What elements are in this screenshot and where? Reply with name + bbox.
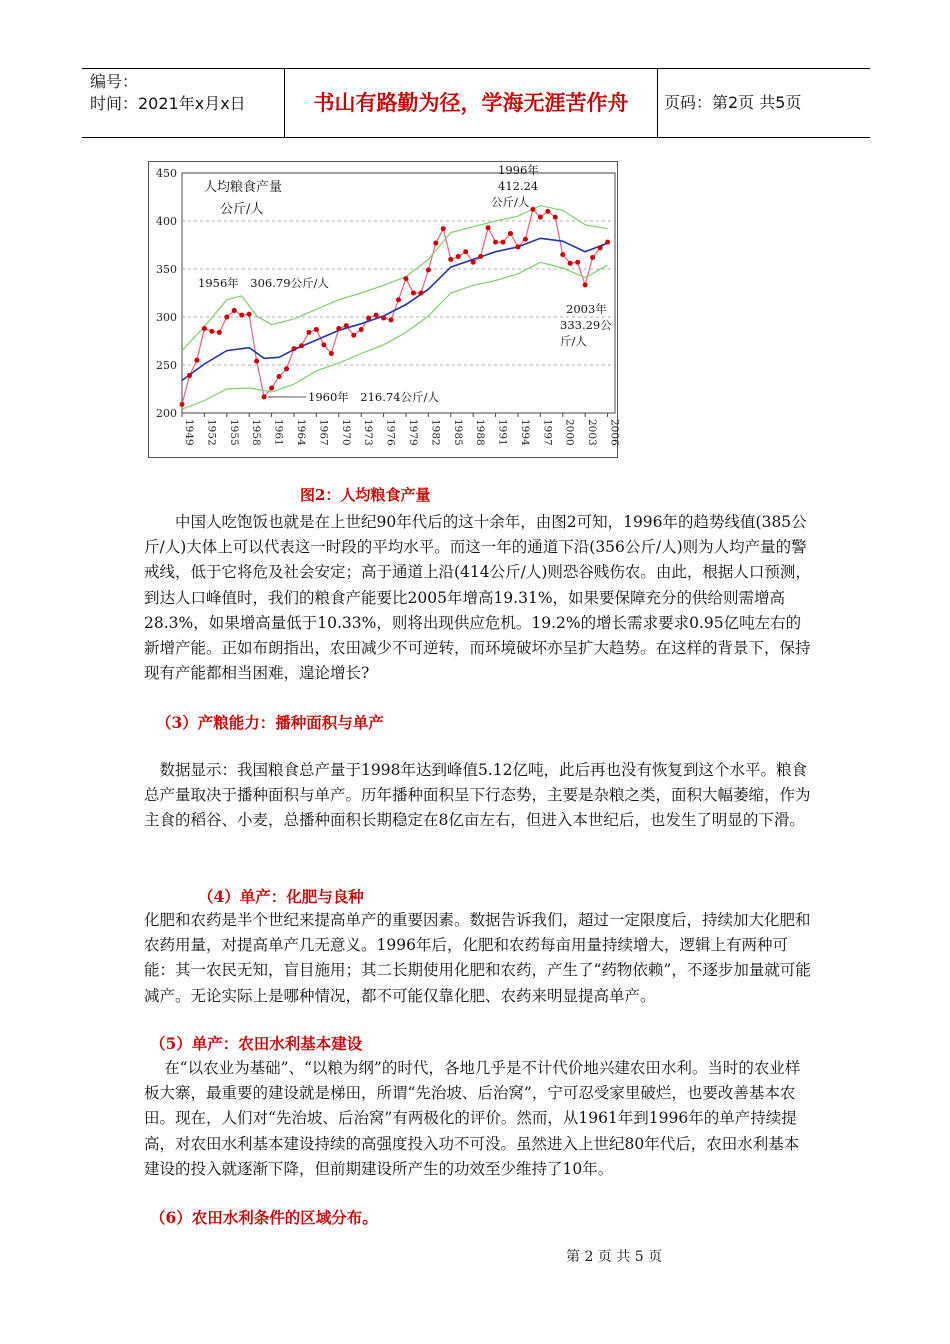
annotation-1960: 1960年 216.74公斤/人 xyxy=(308,390,439,404)
x-tick-label: 1988 xyxy=(474,419,487,446)
data-point xyxy=(456,254,461,259)
data-point xyxy=(575,260,580,265)
x-tick-label: 1982 xyxy=(429,419,442,446)
data-point xyxy=(605,240,610,245)
data-point xyxy=(291,346,296,351)
data-point xyxy=(194,358,199,363)
data-point xyxy=(344,323,349,328)
data-point xyxy=(321,342,326,347)
data-point xyxy=(299,343,304,348)
paragraph-2: 数据显示：我国粮食总产量于1998年达到峰值5.12亿吨，此后再也没有恢复到这个水平。粮食总产量取决于播种面积与单产。历年播种面积呈下行态势，主要是杂粮之类，面积大幅萎缩，作为主食的稻谷、小麦，总播种面积长期稳定在8亿亩左右，但进入本世纪后，也发生了明显的下滑。 xyxy=(144,761,811,830)
header-motto: 书山有路勤为径，学海无涯苦作舟 xyxy=(285,69,658,137)
annotation-2003-line: 333.29公 xyxy=(560,318,612,332)
data-point xyxy=(403,276,408,281)
x-tick-label: 1976 xyxy=(384,419,397,446)
data-point xyxy=(471,260,476,265)
chart-title: 人均粮食产量 xyxy=(204,180,283,195)
data-point xyxy=(448,257,453,262)
data-point xyxy=(538,215,543,220)
y-tick-label: 400 xyxy=(156,215,177,228)
x-tick-label: 1970 xyxy=(339,419,352,446)
x-tick-label: 1955 xyxy=(227,419,240,446)
data-point xyxy=(284,366,289,371)
paragraph-1: 中国人吃饱饭也就是在上世纪90年代后的这十余年，由图2可知，1996年的趋势线值(385公斤/人)大体上可以代表这一时段的平均水平。而这一年的通道下沿(356公斤/人)则为人均产量的警戒线，低于它将危及社会安定；高于通道上沿(414公斤/人)则恐谷贱伤农。由此，根据人口预测，到达人口峰值时，我们的粮食产能要比2005年增高19.31%，如果要保障充分的供给则需增高28.3%，如果增高量低于10.33%，则将出现供应危机。19.2%的增长需求要求0.95亿吨左右的新增产能。正如布朗指出，农田减少不可逆转，而环境破坏亦呈扩大趋势。在这样的背景下，保持现有产能都相当困难，遑论增长? xyxy=(144,513,811,683)
data-point xyxy=(598,245,603,250)
data-point xyxy=(254,359,259,364)
annotation-2003-line: 2003年 xyxy=(566,302,607,316)
data-point xyxy=(329,351,334,356)
data-point xyxy=(411,291,416,296)
y-tick-label: 450 xyxy=(156,167,177,180)
heading-6: （6）农田水利条件的区域分布。 xyxy=(150,1208,378,1227)
data-point xyxy=(433,241,438,246)
y-tick-label: 300 xyxy=(156,311,177,324)
heading-3: （3）产粮能力：播种面积与单产 xyxy=(156,713,384,732)
data-point xyxy=(269,386,274,391)
data-point xyxy=(418,291,423,296)
data-point xyxy=(366,315,371,320)
data-point xyxy=(389,317,394,322)
x-tick-label: 1952 xyxy=(205,419,218,446)
data-point xyxy=(217,330,222,335)
data-point xyxy=(486,225,491,230)
data-point xyxy=(381,315,386,320)
time-label: 时间：2021年x月x日 xyxy=(90,94,246,113)
x-tick-label: 2006 xyxy=(608,419,621,446)
y-tick-label: 250 xyxy=(156,359,177,372)
data-point xyxy=(508,231,513,236)
data-point xyxy=(545,209,550,214)
x-tick-label: 1949 xyxy=(183,419,195,446)
data-point xyxy=(478,254,483,259)
data-point xyxy=(277,374,282,379)
header-page-info: 页码：第2页 共5页 xyxy=(664,93,802,112)
data-point xyxy=(493,240,498,245)
data-point xyxy=(515,244,520,249)
annotation-2003-line: 斤/人 xyxy=(560,334,587,348)
page-header xyxy=(82,68,870,138)
annotation-1996-line: 1996年 xyxy=(498,163,539,177)
paragraph-4: 在“以农业为基础”、“以粮为纲”的时代，各地几乎是不计代价地兴建农田水利。当时的农业样板大寨，最重要的建设就是梯田，所谓“先治坡、后治窝”，宁可忍受家里破烂，也要改善基本农田。现在，人们对“先治坡、后治窝”有两极化的评价。然而，从1961年到1996年的单产持续提高，对农田水利基本建设持续的高强度投入功不可没。虽然进入上世纪80年代后，农田水利基本建设的投入就逐渐下降，但前期建设所产生的功效至少维持了10年。 xyxy=(144,1059,801,1178)
data-point xyxy=(187,373,192,378)
x-tick-label: 2000 xyxy=(563,419,576,446)
data-point xyxy=(583,283,588,288)
data-point xyxy=(560,252,565,257)
data-point xyxy=(180,402,185,407)
x-tick-label: 1994 xyxy=(518,419,531,446)
annotation-1956: 1956年 306.79公斤/人 xyxy=(198,276,329,290)
header-meta-cell xyxy=(82,69,285,137)
x-tick-label: 1997 xyxy=(541,419,554,446)
data-point xyxy=(396,297,401,302)
data-point xyxy=(351,333,356,338)
number-label: 编号： xyxy=(90,72,139,91)
x-tick-label: 1961 xyxy=(272,419,285,446)
data-point xyxy=(239,313,244,318)
page-footer: 第 2 页 共 5 页 xyxy=(566,1249,663,1265)
data-point xyxy=(247,312,252,317)
x-tick-label: 1958 xyxy=(250,419,263,446)
x-tick-label: 1985 xyxy=(451,419,464,446)
data-point xyxy=(314,327,319,332)
data-point xyxy=(523,237,528,242)
data-point xyxy=(568,261,573,266)
heading-4: （4）单产：化肥与良种 xyxy=(198,887,364,906)
paragraph-3: 化肥和农药是半个世纪来提高单产的重要因素。数据告诉我们，超过一定限度后，持续加大化肥和农药用量，对提高单产几无意义。1996年后，化肥和农药每亩用量持续增大，逻辑上有两种可能：其一农民无知，盲目施用；其二长期使用化肥和农药，产生了“药物依赖”，不逐步加量就可能减产。无论实际上是哪种情况，都不可能仅靠化肥、农药来明显提高单产。 xyxy=(144,911,811,1005)
data-point xyxy=(426,267,431,272)
x-tick-label: 2003 xyxy=(586,419,599,446)
data-point xyxy=(359,327,364,332)
data-point xyxy=(202,326,207,331)
data-point xyxy=(336,326,341,331)
annotation-1996-line: 412.24 xyxy=(498,179,539,193)
grain-per-capita-chart xyxy=(148,161,621,458)
x-tick-label: 1979 xyxy=(406,419,419,446)
data-point xyxy=(590,255,595,260)
data-point xyxy=(209,329,214,334)
data-point xyxy=(463,249,468,254)
chart-svg xyxy=(148,161,621,458)
data-point xyxy=(224,315,229,320)
x-tick-label: 1967 xyxy=(317,419,330,446)
x-tick-label: 1973 xyxy=(362,419,375,446)
heading-5: （5）单产：农田水利基本建设 xyxy=(150,1034,363,1053)
data-point xyxy=(530,207,535,212)
annotation-1996-line: 公斤/人 xyxy=(491,195,530,209)
data-point xyxy=(553,215,558,220)
y-tick-label: 350 xyxy=(156,263,177,276)
data-point xyxy=(262,394,267,399)
data-point xyxy=(501,240,506,245)
data-point xyxy=(441,226,446,231)
chart-y-unit: 公斤/人 xyxy=(220,202,264,217)
data-point xyxy=(232,308,237,313)
figure-caption: 图2：人均粮食产量 xyxy=(300,486,431,504)
x-tick-label: 1964 xyxy=(294,419,307,446)
data-point xyxy=(306,330,311,335)
data-point xyxy=(374,313,379,318)
x-tick-label: 1991 xyxy=(496,419,509,446)
y-tick-label: 200 xyxy=(156,407,177,420)
